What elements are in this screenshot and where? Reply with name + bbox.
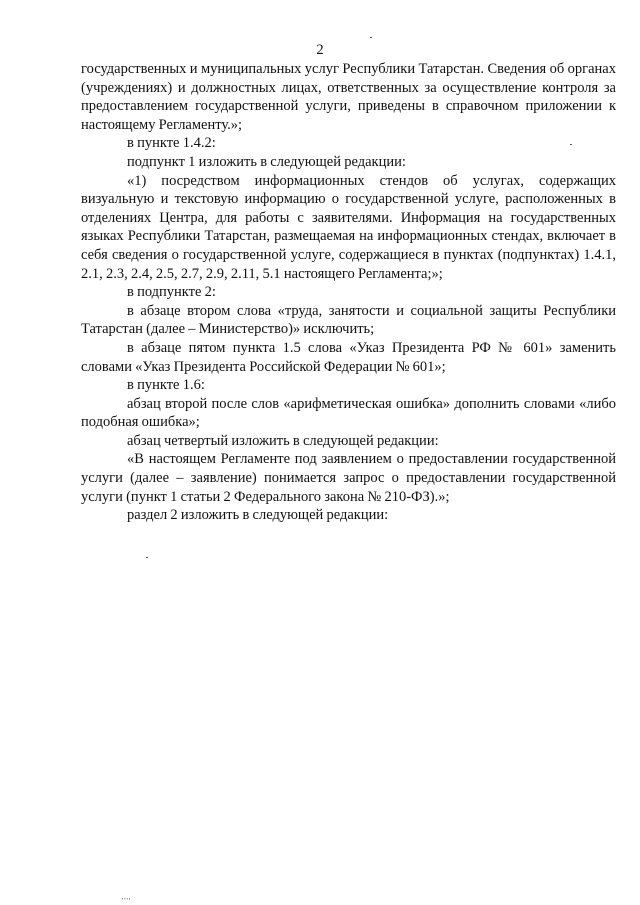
- paragraph-fourth-abzac: абзац четвертый изложить в следующей редакции:: [127, 432, 439, 449]
- paragraph-arithmetic-error: абзац второй после слов «арифметическая ошибка» дополнить словами «либо подобная ошибка»;: [81, 395, 616, 431]
- page-number: 2: [316, 42, 324, 58]
- scan-speck: [146, 557, 148, 558]
- paragraph-subitem-1-edit: подпункт 1 изложить в следующей редакции:: [127, 153, 406, 170]
- paragraph-exclude-ministry: в абзаце втором слова «труда, занятости и социальной защиты Республики Татарстан (далее – Министерство)» исключить;: [81, 302, 616, 338]
- paragraph-item-1-6: в пункте 1.6:: [127, 377, 205, 394]
- scan-speck: [370, 37, 372, 38]
- paragraph-continuation: государственных и муниципальных услуг Республики Татарстан. Сведения об органах (учреждениях) и должностных лицах, ответственных за осуществление контроля за предоставлением государственной услуги, приведены в справочном приложении к настоящему Регламенту.»;: [81, 61, 616, 133]
- scan-corner-mark: '''': [122, 897, 132, 905]
- paragraph-item-1-4-2: в пункте 1.4.2:: [127, 135, 216, 152]
- document-body: [81, 60, 616, 525]
- paragraph-section-2: раздел 2 изложить в следующей редакции:: [127, 507, 389, 524]
- paragraph-quoted-info-stands: «1) посредством информационных стендов об услугах, содержащих визуальную и текстовую информацию о государственной услуге, расположенных в отделениях Центра, для работы с заявителями. Информация на государственных языках Республики Татарстан, размещаемая на информационных стендах, включает в себя сведения о государственной услуге, содержащиеся в пунктах (подпунктах) 1.4.1, 2.1, 2.3, 2.4, 2.5, 2.7, 2.9, 2.11, 5.1 настоящего Регламента;»;: [81, 172, 616, 282]
- paragraph-replace-decree: в абзаце пятом пункта 1.5 слова «Указ Президента РФ № 601» заменить словами «Указ Президента Российской Федерации № 601»;: [81, 339, 616, 375]
- paragraph-quoted-application: «В настоящем Регламенте под заявлением о предоставлении государственной услуги (далее – заявление) понимается запрос о предоставлении государственной услуги (пункт 1 статьи 2 Федерального закона № 210-ФЗ).»;: [81, 451, 616, 505]
- paragraph-subitem-2: в подпункте 2:: [127, 284, 216, 301]
